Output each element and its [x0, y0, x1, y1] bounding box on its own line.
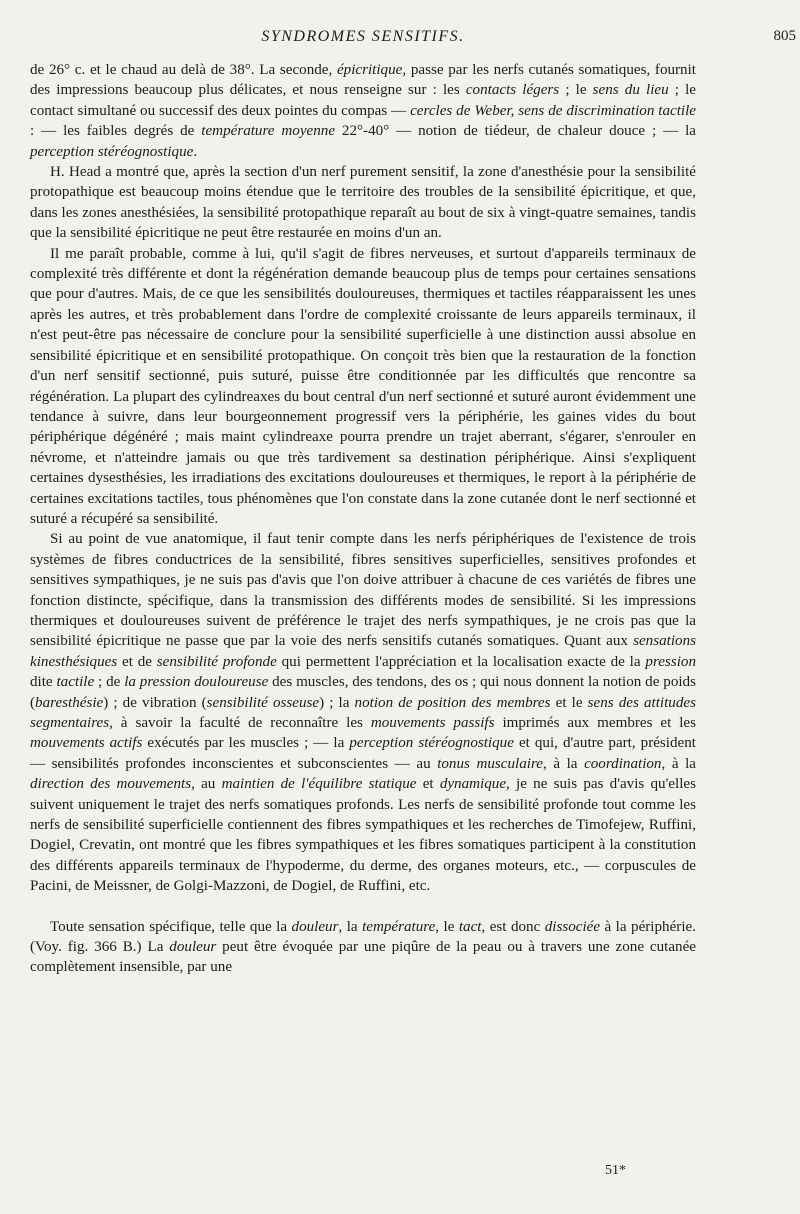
text-run: ; de [94, 674, 125, 691]
italic-run: contacts légers [465, 82, 560, 99]
text-run: ; le [559, 82, 593, 99]
italic-run: tact [458, 918, 482, 935]
text-run: et de [117, 653, 157, 670]
text-run: et le [550, 694, 588, 711]
text-run: et [416, 776, 440, 793]
italic-run: perception stéréognostique [30, 143, 194, 160]
paragraph [30, 917, 696, 978]
text-run: Si au point de vue anatomique, il faut tenir compte dans les nerfs périphériques de l'existence de trois systèmes de fibres conductrices de la sensibilité, fibres sensitives superficielles, sensitives profondes et sensitives sympathiques, je ne suis pas d'avis que l'on doive attribuer à chacune de ces variétés de fibres une fonction distincte, spécifique, dans la transmission des différents modes de sensibilité. Si les impressions thermiques et douloureuses suivent de préférence le trajet des nerfs sympathiques, je ne crois pas que la sensibilité épicritique ne passe que par la voie des nerfs sensitifs cutanés somatiques. Quant aux [30, 531, 696, 650]
italic-run: dynamique [439, 776, 507, 793]
italic-run: dissociée [544, 918, 601, 935]
text-run: ; le contact simultané ou successif des deux pointes du compas — [30, 82, 696, 119]
italic-run: coordination [584, 755, 662, 772]
text-run: : — les faibles degrés de [30, 123, 202, 140]
page-number: 805 [773, 28, 796, 44]
text-run: 22°-40° — notion de tiédeur, de chaleur douce ; — la [335, 123, 696, 140]
page-header [30, 28, 796, 50]
italic-run: cercles de Weber, sens de discrimination tactile [410, 102, 696, 119]
italic-run: sensibilité osseuse [206, 694, 320, 711]
italic-run: douleur [169, 939, 217, 956]
italic-run: la pression douloureuse [124, 674, 269, 691]
italic-run: notion de position des membres [354, 694, 551, 711]
body-text [30, 60, 696, 978]
italic-run: perception stéréognostique [349, 735, 514, 752]
italic-run: douleur [291, 918, 339, 935]
italic-run: maintien de l'équilibre statique [221, 776, 417, 793]
text-run: Il me paraît probable, comme à lui, qu'il s'agit de fibres nerveuses, et surtout d'appareils terminaux de complexité très différente et dont la régénération demande beaucoup plus de temps pour certaines sensations que pour d'autres. Mais, de ce que les sensibilités douloureuses, thermiques et tactiles réapparaissent les unes après les autres, et très probablement dans l'ordre de complexité croissante de leurs appareils terminaux, il n'est peut-être pas nécessaire de conclure pour la sensibilité superficielle à une distinction aussi absolue en sensibilité épicritique et en sensibilité protopathique. On conçoit très bien que la restauration de la fonction d'un nerf sensitif sectionné, puis suturé, puisse être conditionnée par les difficultés que rencontre sa régénération. La plupart des cylindreaxes du bout central d'un nerf sectionné et suturé auront évidemment une tendance à suivre, dans leur bourgeonnement progressif vers la périphérie, les gaines vides du bout périphérique dégénéré ; mais maint cylindreaxe pourra prendre un trajet aberrant, s'égarer, s'enrouler en névrome, et n'atteindre jamais ou que très tardivement sa destination périphérique. Ainsi s'expliquent certaines dysesthésies, les irradiations des excitations douloureuses et thermiques, le report à la périphérie de certaines excitations tactiles, tous phénomènes que l'on constate dans la zone cutanée dont le nerf sectionné et suturé a récupéré sa sensibilité. [30, 245, 696, 527]
text-run: , passe par les nerfs cutanés somatiques, fournit des impressions beaucoup plus délicates, et nous renseigne sur : les [30, 62, 696, 99]
italic-run: mouvements passifs [370, 715, 495, 731]
text-run: , à la [661, 755, 696, 772]
italic-run: température moyenne [201, 123, 336, 140]
text-run: à la périphérie. (Voy. fig. 366 B.) La [30, 918, 696, 956]
paragraph [30, 244, 696, 530]
paragraph [30, 60, 696, 162]
text-run: , je ne suis pas d'avis qu'elles suivent uniquement le trajet des nerfs somatiques profonds. Les nerfs de sensibilité profonde tout comme les nerfs de sensibilité superficielle contiennent des fibres sympathiques et les recherches de Timofejew, Ruffini, Dogiel, Crevatin, ont montré que les fibres sympathiques et les fibres somatiques participent à la constitution des différents appareils terminaux de l'hypoderme, du derme, des organes moteurs, etc., — corpuscules de Pacini, de Meissner, de Golgi-Mazzoni, de Dogiel, de Ruffini, etc. [30, 776, 696, 895]
text-run: ) ; de vibration ( [103, 694, 207, 711]
italic-run: baresthésie [35, 694, 104, 711]
signature-mark: 51* [605, 1163, 626, 1178]
italic-run: épicritique [336, 62, 403, 78]
italic-run: direction des mouvements [30, 776, 192, 793]
italic-run: tonus musculaire [437, 755, 543, 772]
text-run: imprimés aux membres et les [494, 715, 697, 731]
text-run: H. Head a montré que, après la section d'un nerf purement sensitif, la zone d'anesthésie pour la sensibilité protopathique est beaucoup moins étendue que le territoire des troubles de la sensibilité épicritique, et que, dans les zones anesthésiées, la sensibilité protopathique reparaît au bout de six à vingt-quatre semaines, tandis que la sensibilité épicritique ne peut être restaurée en moins d'un an. [30, 164, 696, 242]
italic-run: sens du lieu [592, 82, 669, 99]
text-run: Toute sensation spécifique, telle que la [50, 918, 292, 935]
italic-run: température [362, 918, 436, 935]
text-run: dite [30, 674, 57, 691]
italic-run: tactile [56, 674, 95, 691]
text-run: ) ; la [319, 694, 355, 711]
text-run: , à savoir la faculté de reconnaître les [109, 715, 371, 731]
text-run: qui permettent l'appréciation et la localisation exacte de la [276, 653, 646, 670]
italic-run: sensations kinesthésiques [30, 633, 696, 670]
text-run: , à la [542, 755, 585, 772]
text-run: peut être évoquée par une piqûre de la peau ou à travers une zone cutanée complètement insensible, par une [30, 939, 697, 976]
italic-run: sens des attitudes segmentaires [30, 694, 696, 731]
text-run: , le [435, 918, 459, 935]
text-run: , au [191, 776, 222, 793]
italic-run: mouvements actifs [30, 735, 143, 752]
text-run: , est donc [481, 918, 545, 935]
paragraph [30, 162, 696, 244]
italic-run: sensibilité profonde [156, 653, 277, 670]
text-run: . [193, 143, 198, 160]
running-title: SYNDROMES SENSITIFS. [261, 28, 465, 45]
text-run: , la [338, 918, 363, 935]
paragraph [30, 529, 696, 896]
text-run: des muscles, des tendons, des os ; qui nous donnent la notion de poids ( [30, 674, 696, 711]
italic-run: pression [645, 653, 696, 670]
text-run: et qui, d'autre part, président — sensibilités profondes inconscientes et subconscientes — au [30, 735, 696, 772]
text-run: de 26° c. et le chaud au delà de 38°. La seconde, [30, 62, 337, 78]
text-run: exécutés par les muscles ; — la [142, 735, 350, 752]
